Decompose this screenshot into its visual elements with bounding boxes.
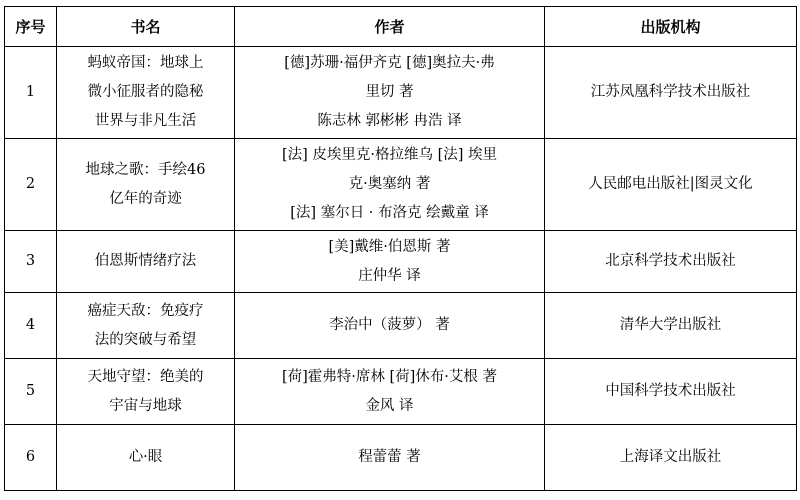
title-line: 癌症天敌：免疫疗 [87,302,204,319]
book-author [235,231,545,293]
title-line: 伯恩斯情绪疗法 [94,253,197,269]
header-index: 序号 [5,7,57,47]
author-line: [法] 皮埃里克·格拉维乌 [法] 埃里 [281,147,498,163]
book-title [57,359,235,425]
author-line: 里切 著 [365,84,414,100]
author-line: 李治中（菠萝） 著 [329,317,450,333]
table-row [5,47,797,139]
book-author [235,139,545,231]
title-line: 法的突破与希望 [94,331,197,348]
author-line: 金风 译 [365,397,414,414]
row-index: 1 [5,47,57,139]
title-line: 心·眼 [128,449,163,465]
book-title [57,293,235,359]
author-line: [法] 塞尔日 · 布洛克 绘戴童 译 [290,205,489,221]
book-publisher: 清华大学出版社 [545,293,797,359]
book-title [57,231,235,293]
book-title [57,47,235,139]
book-publisher: 上海译文出版社 [545,425,797,491]
header-title: 书名 [57,7,235,47]
book-author [235,425,545,491]
author-line: 克·奥塞纳 著 [348,176,431,192]
title-line: 天地守望：绝美的 [87,368,204,385]
book-title [57,425,235,491]
author-line: 庄仲华 译 [358,267,421,284]
row-index: 6 [5,425,57,491]
book-publisher: 江苏凤凰科学技术出版社 [545,47,797,139]
book-author [235,293,545,359]
author-line: [荷]霍弗特·席林 [荷]休布·艾根 著 [281,368,498,385]
table-row [5,359,797,425]
book-publisher: 人民邮电出版社|图灵文化 [545,139,797,231]
row-index: 2 [5,139,57,231]
table-row [5,293,797,359]
book-table [4,6,797,491]
book-title [57,139,235,231]
title-line: 微小征服者的隐秘 [87,84,204,100]
header-row [5,7,797,47]
header-author: 作者 [235,7,545,47]
book-publisher: 中国科学技术出版社 [545,359,797,425]
author-line: [美]戴维·伯恩斯 著 [328,238,451,255]
table-row [5,139,797,231]
row-index: 3 [5,231,57,293]
title-line: 蚂蚁帝国：地球上 [87,55,204,71]
book-author [235,47,545,139]
author-line: 程蕾蕾 著 [358,449,421,465]
author-line: [德]苏珊·福伊齐克 [德]奥拉夫·弗 [284,55,495,71]
title-line: 地球之歌：手绘46 [85,161,206,178]
title-line: 宇宙与地球 [109,397,182,414]
title-line: 世界与非凡生活 [94,113,197,129]
title-line: 亿年的奇迹 [109,190,182,207]
book-publisher: 北京科学技术出版社 [545,231,797,293]
author-line: 陈志林 郭彬彬 冉浩 译 [317,113,462,129]
row-index: 5 [5,359,57,425]
table-row [5,425,797,491]
header-publisher: 出版机构 [545,7,797,47]
table-row [5,231,797,293]
row-index: 4 [5,293,57,359]
book-author [235,359,545,425]
